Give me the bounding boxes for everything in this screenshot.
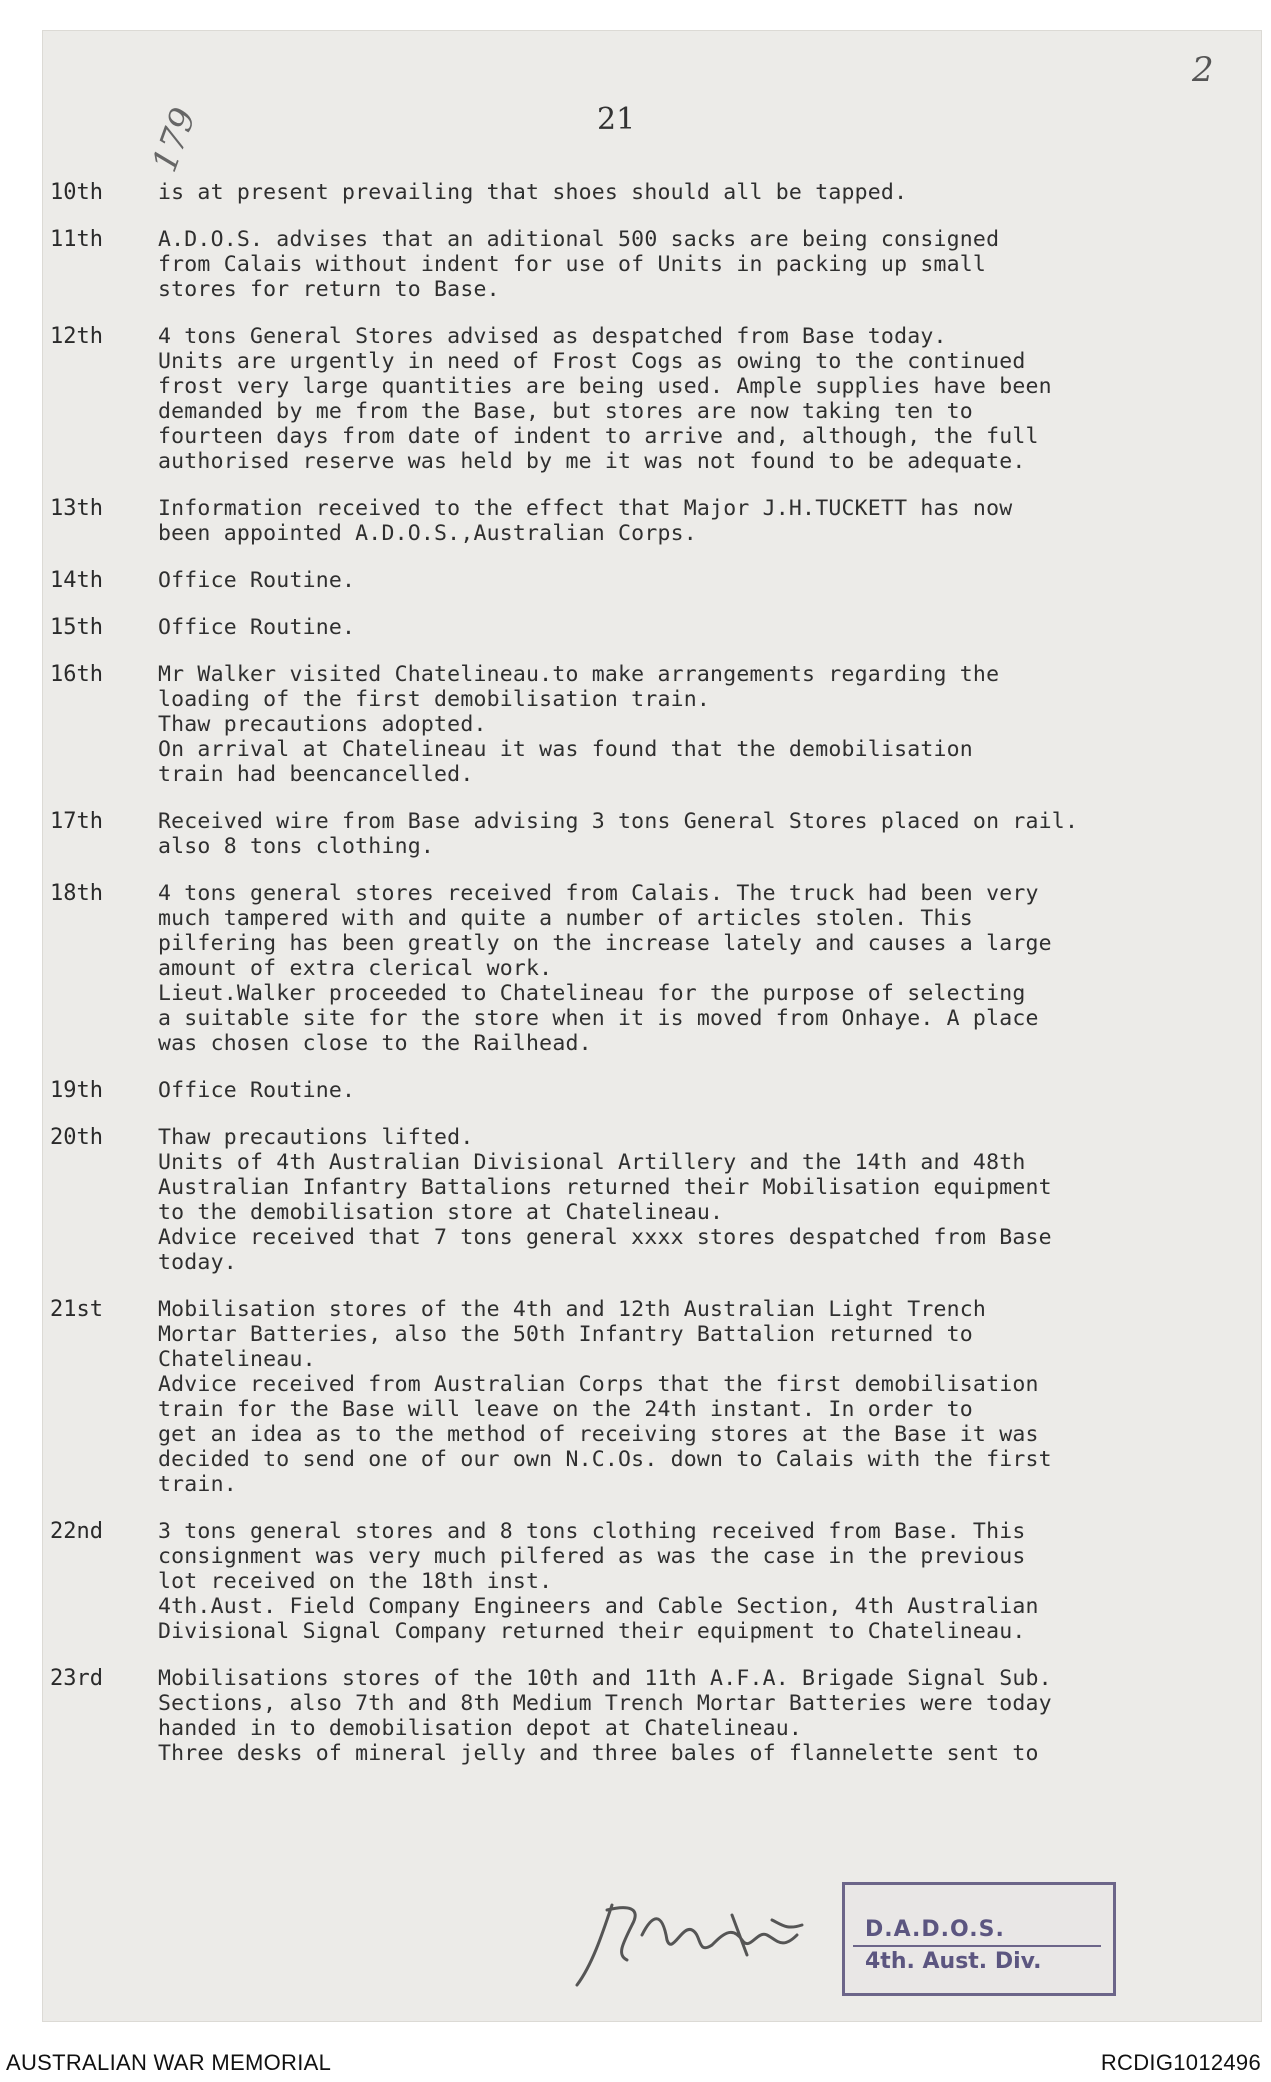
entry-line: to the demobilisation store at Chatelineau. (158, 1200, 724, 1225)
entry-line: Divisional Signal Company returned their equipment to Chatelineau. (158, 1619, 1026, 1644)
entry-line: Units of 4th Australian Divisional Artillery and the 14th and 48th (158, 1150, 1026, 1175)
entry-text (158, 1125, 1242, 1275)
entry-line: Mobilisations stores of the 10th and 11th A.F.A. Brigade Signal Sub. (158, 1666, 1052, 1691)
entry-line: Units are urgently in need of Frost Cogs as owing to the continued (158, 349, 1026, 374)
entry-text (158, 568, 1242, 593)
entry-line: frost very large quantities are being used. Ample supplies have been (158, 374, 1052, 399)
entry-line: Advice received that 7 tons general xxxx stores despatched from Base (158, 1225, 1052, 1250)
entry-date: 23rd (50, 1666, 103, 1691)
entry-text (158, 809, 1242, 859)
footer-right: RCDIG1012496 (1100, 2050, 1261, 2075)
diary-entry (42, 809, 1242, 859)
entry-text (158, 1519, 1242, 1644)
entry-line: Chatelineau. (158, 1347, 316, 1372)
entry-line: Three desks of mineral jelly and three bales of flannelette sent to (158, 1741, 1039, 1766)
entry-line: amount of extra clerical work. (158, 956, 553, 981)
entry-line: get an idea as to the method of receiving stores at the Base it was (158, 1422, 1039, 1447)
entry-line: Office Routine. (158, 615, 356, 640)
entry-date: 18th (50, 881, 103, 906)
entry-line: 4 tons general stores received from Calais. The truck had been very (158, 881, 1039, 906)
entry-line: train had beencancelled. (158, 762, 474, 787)
entry-line: A.D.O.S. advises that an aditional 500 sacks are being consigned (158, 227, 1000, 252)
diary-entry (42, 1519, 1242, 1644)
entry-line: train for the Base will leave on the 24th instant. In order to (158, 1397, 973, 1422)
diary-entry (42, 1125, 1242, 1275)
entry-line: Lieut.Walker proceeded to Chatelineau for the purpose of selecting (158, 981, 1026, 1006)
entry-text (158, 496, 1242, 546)
entry-date: 15th (50, 615, 103, 640)
entry-line: Thaw precautions adopted. (158, 712, 487, 737)
stamp-divider (853, 1945, 1101, 1947)
entry-date: 19th (50, 1078, 103, 1103)
entry-line: demanded by me from the Base, but stores are now taking ten to (158, 399, 973, 424)
diary-entry (42, 881, 1242, 1056)
entry-date: 21st (50, 1297, 103, 1322)
entry-line: also 8 tons clothing. (158, 834, 435, 859)
diary-entry (42, 662, 1242, 787)
corner-page-number: 2 (1192, 50, 1214, 90)
diary-entry (42, 1297, 1242, 1497)
entry-text (158, 1078, 1242, 1103)
diary-entry (42, 496, 1242, 546)
entry-text (158, 324, 1242, 474)
entry-date: 11th (50, 227, 103, 252)
diary-entry (42, 615, 1242, 640)
entry-line: Advice received from Australian Corps that the first demobilisation (158, 1372, 1039, 1397)
entry-line: Thaw precautions lifted. (158, 1125, 474, 1150)
entry-line: Sections, also 7th and 8th Medium Trench Mortar Batteries were today (158, 1691, 1052, 1716)
entry-date: 17th (50, 809, 103, 834)
entry-line: Australian Infantry Battalions returned their Mobilisation equipment (158, 1175, 1052, 1200)
entry-date: 20th (50, 1125, 103, 1150)
entry-line: Information received to the effect that Major J.H.TUCKETT has now (158, 496, 1013, 521)
entry-line: today. (158, 1250, 237, 1275)
entry-line: authorised reserve was held by me it was not found to be adequate. (158, 449, 1026, 474)
entry-line: 4 tons General Stores advised as despatched from Base today. (158, 324, 947, 349)
entry-date: 16th (50, 662, 103, 687)
entry-line: Mortar Batteries, also the 50th Infantry Battalion returned to (158, 1322, 973, 1347)
folio-number: 179 (144, 102, 205, 178)
entry-line: fourteen days from date of indent to arrive and, although, the full (158, 424, 1039, 449)
handwritten-signature (572, 1885, 832, 1995)
entry-text (158, 1666, 1242, 1766)
entry-line: Mobilisation stores of the 4th and 12th Australian Light Trench (158, 1297, 987, 1322)
diary-entry (42, 227, 1242, 302)
entry-line: Office Routine. (158, 568, 356, 593)
entry-date: 12th (50, 324, 103, 349)
entry-text (158, 227, 1242, 302)
diary-entry (42, 1078, 1242, 1103)
entry-line: was chosen close to the Railhead. (158, 1031, 592, 1056)
diary-entry (42, 324, 1242, 474)
footer-left: AUSTRALIAN WAR MEMORIAL (6, 2050, 332, 2075)
entry-line: On arrival at Chatelineau it was found that the demobilisation (158, 737, 973, 762)
entry-line: is at present prevailing that shoes should all be tapped. (158, 180, 908, 205)
stamp-subtitle: 4th. Aust. Div. (865, 1949, 1042, 1974)
entry-text (158, 662, 1242, 787)
diary-entry (42, 1666, 1242, 1766)
entry-line: a suitable site for the store when it is moved from Onhaye. A place (158, 1006, 1039, 1031)
dados-stamp (842, 1882, 1116, 1996)
entry-line: been appointed A.D.O.S.,Australian Corps. (158, 521, 697, 546)
entry-line: decided to send one of our own N.C.Os. down to Calais with the first (158, 1447, 1052, 1472)
entry-line: lot received on the 18th inst. (158, 1569, 553, 1594)
entry-line: much tampered with and quite a number of articles stolen. This (158, 906, 973, 931)
entry-line: 3 tons general stores and 8 tons clothing received from Base. This (158, 1519, 1026, 1544)
entry-text (158, 615, 1242, 640)
diary-entry (42, 180, 1242, 205)
page-number: 21 (597, 102, 636, 137)
entry-date: 10th (50, 180, 103, 205)
diary-entry (42, 568, 1242, 593)
entry-line: pilfering has been greatly on the increase lately and causes a large (158, 931, 1052, 956)
entry-line: consignment was very much pilfered as was the case in the previous (158, 1544, 1026, 1569)
diary-entries (42, 180, 1242, 1788)
entry-line: from Calais without indent for use of Units in packing up small (158, 252, 987, 277)
entry-line: stores for return to Base. (158, 277, 500, 302)
entry-line: Received wire from Base advising 3 tons General Stores placed on rail. (158, 809, 1079, 834)
entry-date: 22nd (50, 1519, 103, 1544)
entry-line: Mr Walker visited Chatelineau.to make arrangements regarding the (158, 662, 1000, 687)
document-page (42, 30, 1262, 2022)
entry-line: Office Routine. (158, 1078, 356, 1103)
stamp-title: D.A.D.O.S. (865, 1917, 1005, 1942)
entry-date: 13th (50, 496, 103, 521)
entry-text (158, 1297, 1242, 1497)
entry-line: handed in to demobilisation depot at Chatelineau. (158, 1716, 803, 1741)
entry-text (158, 180, 1242, 205)
entry-text (158, 881, 1242, 1056)
entry-line: train. (158, 1472, 237, 1497)
entry-line: 4th.Aust. Field Company Engineers and Cable Section, 4th Australian (158, 1594, 1039, 1619)
entry-line: loading of the first demobilisation train. (158, 687, 711, 712)
entry-date: 14th (50, 568, 103, 593)
